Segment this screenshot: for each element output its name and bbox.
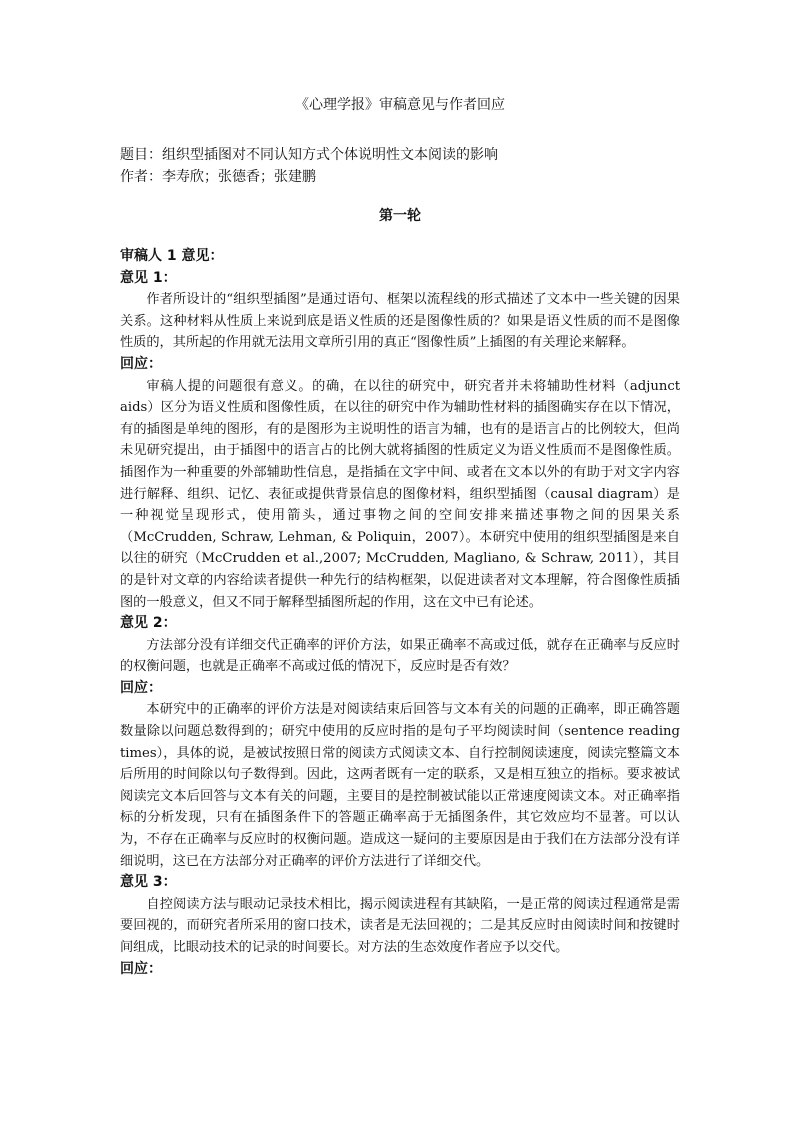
- reviewer-heading: 审稿人 1 意见：: [120, 248, 224, 264]
- document-title: 《心理学报》审稿意见与作者回应: [295, 97, 505, 113]
- comment-3-text: 自控阅读方法与眼动记录技术相比，揭示阅读进程有其缺陷，一是正常的阅读过程通常是需要回视的，而研究者所采用的窗口技术，读者是无法回视的；二是其反应时由阅读时间和按键时间组成，比眼动技术的记录的时间要长。对方法的生态效度作者应予以交代。: [120, 896, 680, 955]
- response-1-text: 审稿人提的问题很有意义。的确，在以往的研究中，研究者并未将辅助性材料（adjunct aids）区分为语义性质和图像性质，在以往的研究中作为辅助性材料的插图确实存在以下情况，有的插图是单纯的图形，有的是图形为主说明性的语言为辅，也有的是语言占的比例较大，但尚未见研究提出，由于插图中的语言占的比例大就将插图的性质定义为语义性质而不是图像性质。插图作为一种重要的外部辅助性信息，是指插在文字中间、或者在文本以外的有助于对文字内容进行解释、组织、记忆、表征或提供背景信息的图像材料，组织型插图（causal diagram）是一种视觉呈现形式，使用箭头，通过事物之间的空间安排来描述事物之间的因果关系（McCrudden, Schraw, Lehman, & Poliquin，2007）。本研究中使用的组织型插图是来自以往的研究（McCrudden et al.,2007; McCrudden, Magliano, & Schraw, 2011），其目的是针对文章的内容给读者提供一种先行的结构框架，以促进读者对文本理解，符合图像性质插图的一般意义，但又不同于解释型插图所起的作用，这在文中已有论述。: [120, 378, 680, 610]
- round-heading: 第一轮: [379, 208, 421, 224]
- comment-3-label: 意见 3：: [120, 874, 177, 891]
- comment-2-text: 方法部分没有详细交代正确率的评价方法，如果正确率不高或过低，就存在正确率与反应时的权衡问题，也就是正确率不高或过低的情况下，反应时是否有效？: [120, 637, 680, 675]
- response-2-text: 本研究中的正确率的评价方法是对阅读结束后回答与文本有关的问题的正确率，即正确答题数量除以问题总数得到的；研究中使用的反应时指的是句子平均阅读时间（sentence reading times），具体的说，是被试按照日常的阅读方式阅读文本、自行控制阅读速度，阅读完整篇文本后所用的时间除以句子数得到。因此，这两者既有一定的联系，又是相互独立的指标。要求被试阅读完文本后回答与文本有关的问题，主要目的是控制被试能以正常速度阅读文本。对正确率指标的分析发现，只有在插图条件下的答题正确率高于无插图条件，其它效应均不显著。可以认为，不存在正确率与反应时的权衡问题。造成这一疑问的主要原因是由于我们在方法部分没有详细说明，这已在方法部分对正确率的评价方法进行了详细交代。: [120, 702, 680, 869]
- comment-1-label: 意见 1：: [120, 269, 177, 286]
- comment-2-label: 意见 2：: [120, 615, 177, 632]
- response-2-label: 回应：: [120, 679, 162, 696]
- response-1-label: 回应：: [120, 355, 162, 372]
- comment-1-text: 作者所设计的“组织型插图”是通过语句、框架以流程线的形式描述了文本中一些关键的因果关系。这种材料从性质上来说到底是语义性质的还是图像性质的？如果是语义性质的而不是图像性质的，其所起的作用就无法用文章所引用的真正“图像性质”上插图的有关理论来解释。: [120, 292, 680, 351]
- paper-authors: 作者：李寿欣；张德香；张建鹏: [120, 169, 316, 185]
- response-3-label: 回应：: [120, 960, 162, 977]
- review-body: [120, 246, 680, 980]
- paper-topic: 题目：组织型插图对不同认知方式个体说明性文本阅读的影响: [120, 147, 498, 163]
